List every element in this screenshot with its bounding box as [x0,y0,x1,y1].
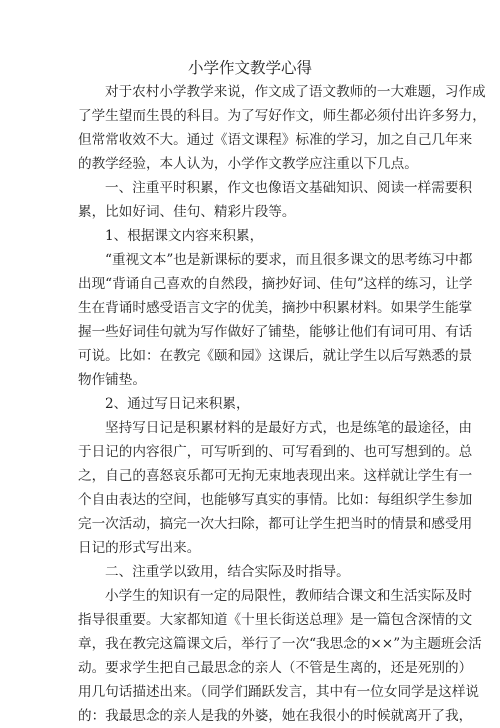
text-line: 出现“背诵自己喜欢的自然段，摘抄好词、佳句”这样的练习，让学 [78,276,473,292]
text-line: 于日记的内容很广，可写听到的、可写看到的、也可写想到的。总 [78,444,473,460]
text-line: 生在背诵时感受语言文字的优美，摘抄中积累材料。如果学生能掌 [78,300,473,316]
text-line: 日记的形式写出来。 [78,540,201,556]
text-line: “重视文本”也是新课标的要求，而且很多课文的思考练习中都 [105,252,473,268]
text-line: 章，我在教完这篇课文后，举行了一次“我思念的××”为主题班会活 [78,636,482,652]
text-line: 坚持写日记是积累材料的是最好方式，也是练笔的最途径，由 [105,420,473,436]
text-line: 一、注重平时积累，作文也像语文基础知识、阅读一样需要积 [105,180,473,196]
text-line: 之，自己的喜怒哀乐都可无拘无束地表现出来。这样就让学生有一 [78,468,473,484]
text-line: 的教学经验，本人认为，小学作文教学应注重以下几点。 [78,156,418,172]
text-line: 累，比如好词、佳句、精彩片段等。 [78,204,296,220]
text-line: 指导很重要。大家都知道《十里长街送总理》是一篇包含深情的文 [78,612,473,628]
text-line: 完一次活动，搞完一次大扫除，都可让学生把当时的情景和感受用 [78,516,473,532]
document-title: 小学作文教学心得 [187,59,312,77]
text-line: 用几句话描述出来。（同学们踊跃发言，其中有一位女同学是这样说 [78,684,480,700]
text-line: 对于农村小学教学来说，作文成了语文教师的一大难题，习作成 [105,84,486,100]
text-line: 了学生望而生畏的科目。为了写好作文，师生都必须付出许多努力， [78,108,486,124]
text-line: 的：我最思念的亲人是我的外婆，她在我很小的时候就离开了我， [78,708,473,724]
text-line: 1、根据课文内容来积累， [105,228,264,244]
text-line: 握一些好词佳句就为写作做好了铺垫，能够让他们有词可用、有话 [78,324,473,340]
text-line: 动。要求学生把自己最思念的亲人（不管是生离的，还是死别的） [78,660,473,676]
text-line: 小学生的知识有一定的局限性，教师结合课文和生活实际及时 [105,588,473,604]
text-line: 但常常收效不大。通过《语文课程》标准的学习，加之自己几年来 [78,132,473,148]
text-line: 可说。比如：在教完《颐和园》这课后，就让学生以后写熟悉的景 [78,348,473,364]
text-line: 个自由表达的空间，也能够写真实的事情。比如：每组织学生参加 [78,492,473,508]
text-line: 物作铺垫。 [78,372,146,388]
text-line: 二、注重学以致用，结合实际及时指导。 [105,564,350,580]
text-line: 2、通过写日记来积累， [105,396,250,412]
